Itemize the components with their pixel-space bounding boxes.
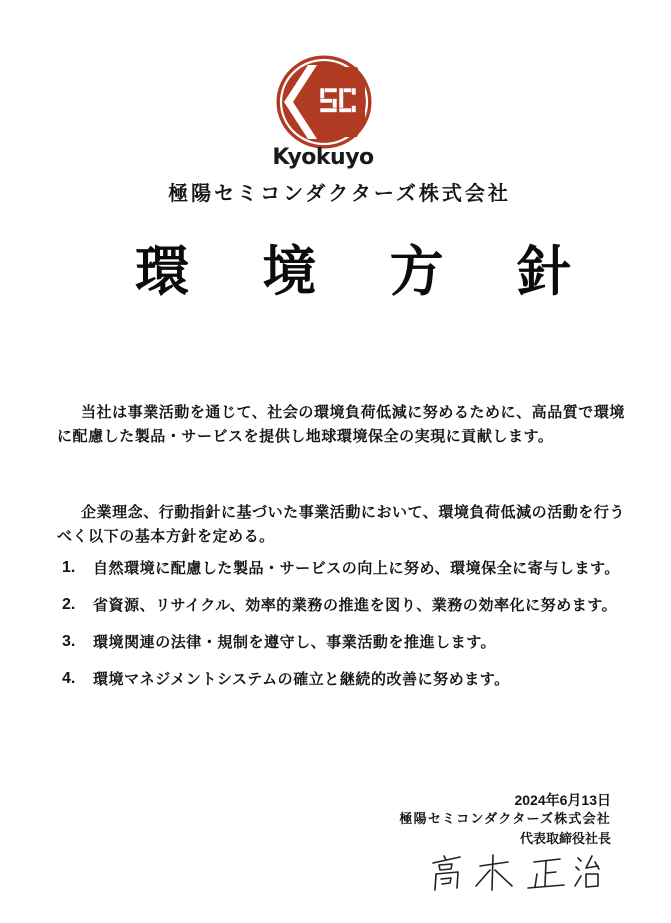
title-char: 境 [262, 240, 317, 303]
page-title [133, 240, 573, 304]
policy-item [62, 668, 662, 705]
intro-paragraph [57, 400, 657, 448]
handwritten-signature [430, 852, 600, 896]
signature-block [399, 790, 611, 850]
policy-item [62, 594, 662, 631]
title-char: 針 [516, 240, 571, 303]
brand-name: Kyokuyo [272, 145, 374, 170]
paragraph-line: べく以下の基本方針を定める。 [57, 527, 275, 545]
policy-number: 4. [62, 670, 76, 687]
policy-text: 環境マネジメントシステムの確立と継続的改善に努めます。 [93, 670, 510, 688]
policy-text: 環境関連の法律・規制を遵守し、事業活動を推進します。 [93, 633, 497, 651]
issue-date: 2024年6月13日 [514, 792, 611, 808]
paragraph-line: に配慮した製品・サービスを提供し地球環境保全の実現に貢献します。 [57, 427, 554, 445]
title-char: 環 [135, 240, 189, 303]
policy-list [62, 557, 662, 705]
policy-number: 3. [62, 633, 76, 650]
company-logo [275, 54, 373, 150]
policy-item [62, 631, 662, 668]
signatory-position: 代表取締役社長 [519, 832, 611, 847]
policy-text: 省資源、リサイクル、効率的業務の推進を図り、業務の効率化に努めます。 [93, 596, 618, 614]
signatory-company: 極陽セミコンダクターズ株式会社 [399, 812, 611, 827]
signature-icon [430, 852, 600, 896]
company-name-header: 極陽セミコンダクターズ株式会社 [168, 181, 511, 205]
paragraph-line: 企業理念、行動指針に基づいた事業活動において、環境負荷低減の活動を行う [81, 503, 625, 521]
policy-number: 2. [62, 596, 76, 613]
title-char: 方 [389, 240, 444, 303]
paragraph-line: 当社は事業活動を通じて、社会の環境負荷低減に努めるために、高品質で環境 [81, 403, 625, 421]
policy-text: 自然環境に配慮した製品・サービスの向上に努め、環境保全に寄与します。 [93, 559, 620, 577]
kyokuyo-sc-logo-icon [275, 54, 373, 150]
policy-number: 1. [62, 559, 76, 576]
policy-preamble [57, 500, 657, 548]
policy-item [62, 557, 662, 594]
